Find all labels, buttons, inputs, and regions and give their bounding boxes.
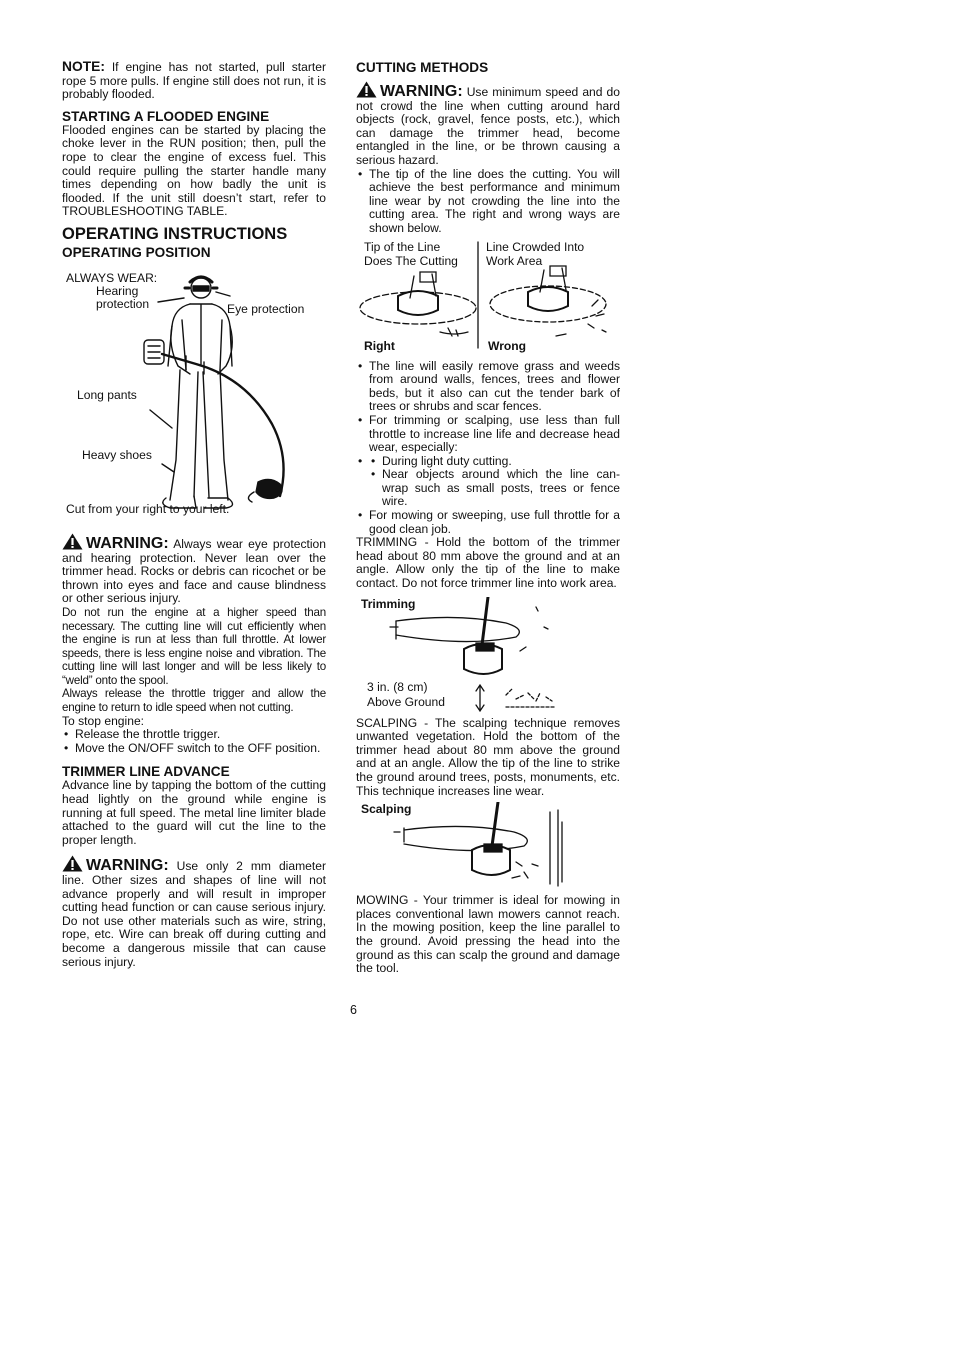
flooded-engine-heading: STARTING A FLOODED ENGINE [62,108,270,124]
operating-instructions-heading: OPERATING INSTRUCTIONS [62,224,288,243]
warning-line-size [62,855,326,969]
page-number: 6 [350,1003,357,1017]
right-way-caption: Tip of the Line Does The Cutting [364,239,458,268]
trimming-figure-title: Trimming [361,596,416,611]
cut-direction-caption: Cut from your right to your left. [66,501,230,516]
warning-text: Use minimum speed and do not crowd the line when cutting around hard objects (rock, gravel, fence posts, etc.), which can damage the trimmer head, become entangled in the line, or be thrown causing a serious hazard. [356,85,620,167]
cutting-methods-heading: CUTTING METHODS [356,60,489,75]
warning-eye-protection [62,533,326,606]
note-paragraph [62,60,326,102]
operating-position-heading: OPERATING POSITION [62,244,211,260]
line-advance-heading: TRIMMER LINE ADVANCE [62,764,230,780]
warning-label: WARNING: [380,83,463,100]
left-column [62,60,326,969]
list-item: • The line will easily remove grass and weeds from around walls, fences, trees and flower beds, but it also can cut the tender bark of trees or shrubs and scar fences. [356,360,620,414]
note-label: NOTE: [62,59,105,74]
wrong-label: Wrong [488,338,527,353]
warning-label: WARNING: [86,534,169,552]
warning-text: Always wear eye protection and hearing protection. Never lean over the trimmer head. Rocks or debris can ricochet or be thrown into eyes and face and cause blindness or other serious injury. [62,536,326,606]
note-text: If engine has not started, pull starter rope 5 more pulls. If engine still does not run, it is probably flooded. [62,60,326,102]
hearing-protection-label: Hearing protection [96,283,150,311]
mowing-text: MOWING - Your trimmer is ideal for mowing in places conventional lawn mowers cannot reach. In the mowing position, keep the line parallel to the ground. Avoid pressing the head into the ground as this can scalp the ground and damage the tool. [356,893,620,976]
technique-list [356,360,620,537]
list-item: • Release the throttle trigger. [62,728,326,742]
warning-text: Use only 2 mm diameter line. Other sizes and shapes of line will not advance properly and will result in improper cutting head function or can cause serious injury. Do not use other materials such as wire, string, rope, etc. Wire can break off during cutting and become a dangerous missile that can cause serious injury. [62,859,326,969]
tip-list [356,168,620,236]
sub-list-item: • Near objects around which the line can-wrap such as small posts, trees or fence wire. [369,468,620,509]
scalping-text: SCALPING - The scalping technique removes unwanted vegetation. Hold the bottom of the trimmer head about 80 mm above the ground and at an angle. Allow the tip of the line to strike the ground around trees, posts, monuments, etc. This technique increases line wear. [356,715,620,798]
engine-speed-text: Do not run the engine at a higher speed than necessary. The cutting line will cut efficiently when the engine is run at less than full throttle. At lower speeds, there is less engine noise and vibration. The cutting line will last longer and will be less likely to “weld” onto the spool. [62,605,326,687]
always-wear-label: ALWAYS WEAR: [66,270,158,285]
stop-engine-intro: To stop engine: [62,713,145,728]
height-above-ground-label: 3 in. (8 cm) Above Ground [367,679,445,709]
release-trigger-text: Always release the throttle trigger and allow the engine to return to idle speed when not cutting. [62,687,326,715]
flooded-engine-text: Flooded engines can be started by placing the choke lever in the RUN position; then, pull the rope to clear the engine of excess fuel. This could require pulling the starter handle many times depending on how badly the unit is flooded. If the unit still doesn’t start, refer to TROUBLESHOOTING TABLE. [62,122,326,219]
scalping-figure [356,802,620,890]
list-item: • The tip of the line does the cutting. You will achieve the best performance and minimum line wear by not crowding the line into the cutting area. The right and wrong ways are shown below. [356,168,620,236]
trimming-figure [356,597,620,717]
stop-engine-list [62,728,326,755]
sub-list-item: • • During light duty cutting. [369,455,620,469]
warning-icon [62,855,83,872]
scalping-figure-title: Scalping [361,802,412,817]
warning-icon [356,81,377,98]
operating-position-figure [62,260,326,528]
list-item [356,455,620,509]
trimming-text: TRIMMING - Hold the bottom of the trimmer head about 80 mm above the ground and at an angle. Allow only the tip of the line to make contact. Do not force trimmer line into work area. [356,535,620,591]
right-wrong-figure [356,236,620,360]
warning-icon [62,533,83,550]
heavy-shoes-label: Heavy shoes [82,447,152,462]
warning-label: WARNING: [86,857,169,875]
long-pants-label: Long pants [77,387,137,402]
wrong-way-caption: Line Crowded Into Work Area [486,239,585,268]
right-label: Right [364,338,395,353]
list-item: • Move the ON/OFF switch to the OFF position. [62,742,326,756]
warning-hard-objects [356,81,620,168]
list-item: • For trimming or scalping, use less than full throttle to increase line life and decrease head wear, especially: [356,414,620,455]
sub-list [369,455,620,509]
line-advance-text: Advance line by tapping the bottom of the cutting head lightly on the ground while engine is running at full speed. The metal line limiter blade attached to the guard will cut the line to the proper length. [62,778,326,847]
right-column [356,60,620,976]
list-item: • For mowing or sweeping, use full throttle for a good clean job. [356,509,620,536]
eye-protection-label: Eye protection [227,301,305,316]
